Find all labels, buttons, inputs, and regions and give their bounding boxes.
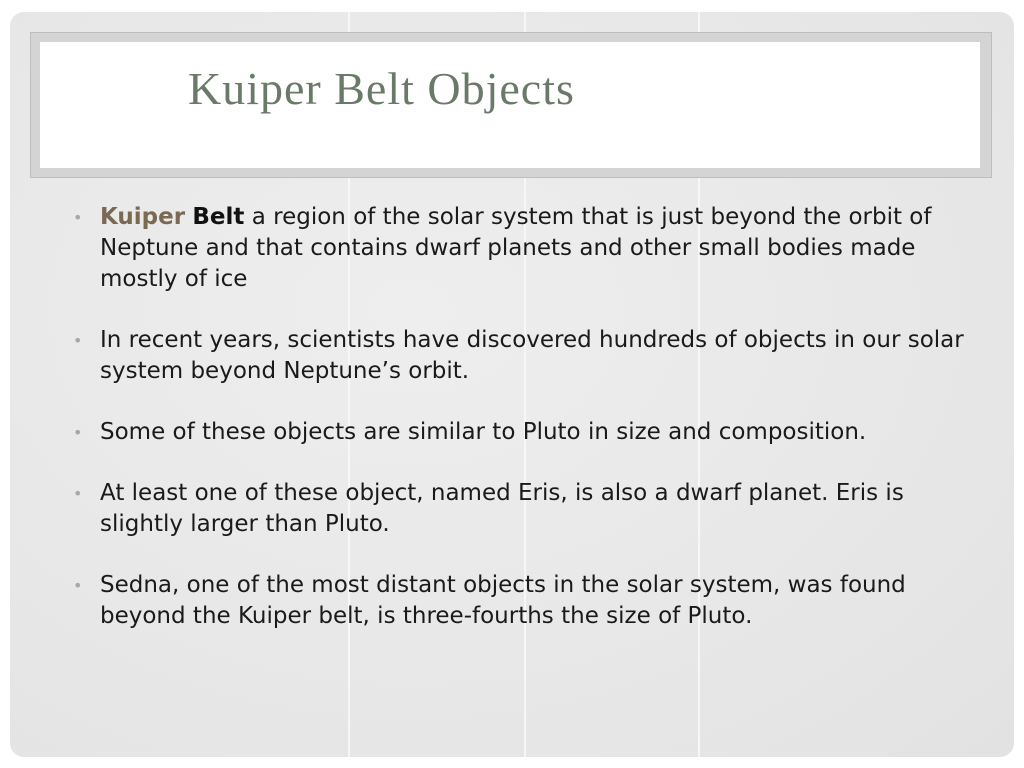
slide [10,12,1014,757]
bullet-text: At least one of these object, named Eris, is also a dwarf planet. Eris is slightly larger than Pluto. [100,480,904,537]
bullet-icon: • [73,208,83,227]
bullet-icon: • [73,484,83,503]
bullet-item [70,325,980,387]
bullet-item [70,417,980,448]
term-kuiper: Kuiper [100,204,186,230]
bullet-text: a region of the solar system that is just beyond the orbit of Neptune and that contains dwarf planets and other small bodies made mostly of ice [100,204,932,292]
term-belt: Belt [192,204,245,230]
bullet-item [70,202,980,295]
bullet-text: In recent years, scientists have discovered hundreds of objects in our solar system beyond Neptune’s orbit. [100,327,964,384]
bullet-icon: • [73,576,83,595]
bullet-icon: • [73,331,83,350]
bullet-text: Sedna, one of the most distant objects in the solar system, was found beyond the Kuiper belt, is three-fourths the size of Pluto. [100,572,906,629]
bullet-item [70,478,980,540]
slide-title: Kuiper Belt Objects [188,63,575,114]
bullet-list [70,202,980,662]
bullet-icon: • [73,423,83,442]
bullet-item [70,570,980,632]
bullet-text: Some of these objects are similar to Pluto in size and composition. [100,419,867,445]
